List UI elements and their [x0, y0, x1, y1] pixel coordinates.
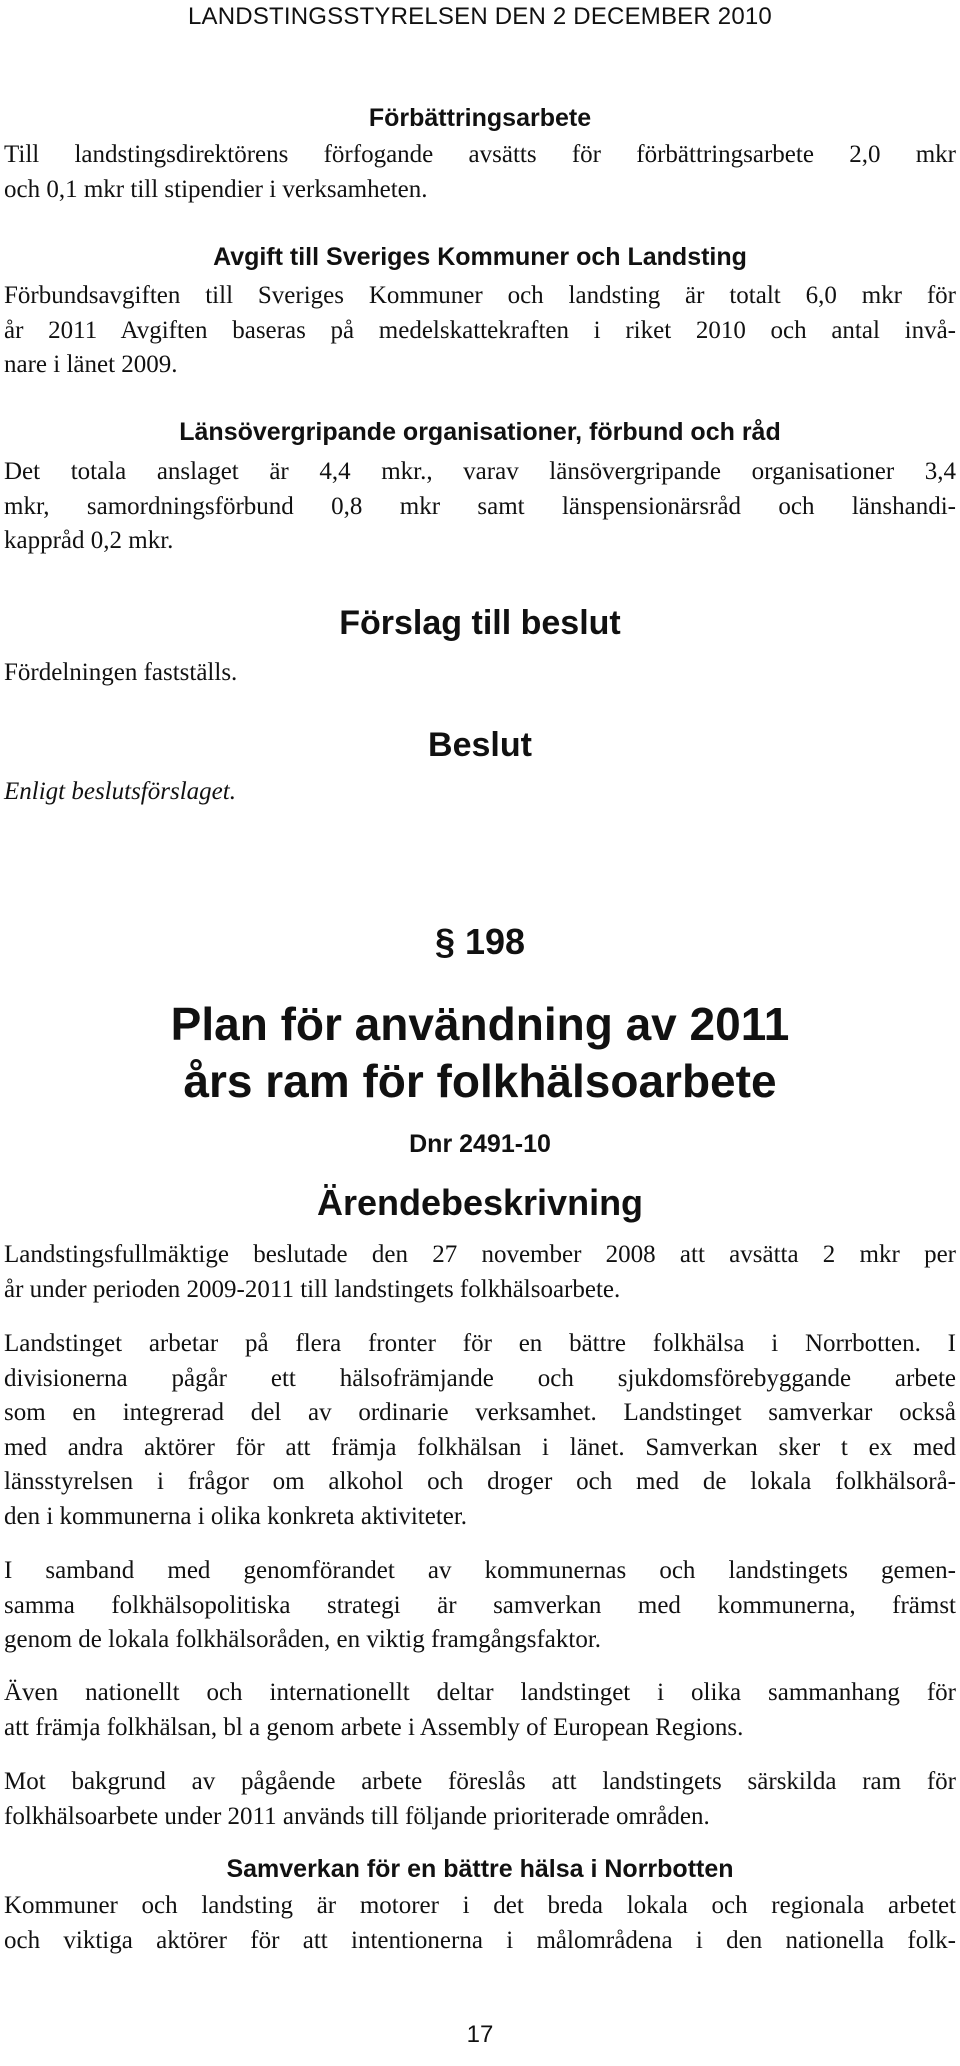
- paragraph-internationellt: [4, 1676, 956, 1745]
- text-line: Kommuner och landsting är motorer i det breda lokala och regionala arbetet: [4, 1892, 956, 1919]
- text-line: år 2011 Avgiften baseras på medelskattekraften i riket 2010 och antal invå-: [4, 316, 956, 344]
- paragraph-bakgrund: [4, 1765, 956, 1834]
- heading-forslag-till-beslut: Förslag till beslut: [339, 604, 621, 642]
- paragraph-forbattringsarbete: [4, 138, 956, 207]
- section-title-line-1: Plan för användning av 2011: [170, 998, 790, 1050]
- section-title-line-2: års ram för folkhälsoarbete: [183, 1055, 777, 1107]
- text-line: Landstingsfullmäktige beslutade den 27 november 2008 att avsätta 2 mkr per: [4, 1241, 956, 1268]
- text-fordelningen: Fördelningen fastställs.: [4, 659, 238, 686]
- text-line: Förbundsavgiften till Sveriges Kommuner och landsting är totalt 6,0 mkr för: [4, 282, 956, 309]
- text-line: mkr, samordningsförbund 0,8 mkr samt länspensionärsråd och länshandi-: [4, 492, 956, 520]
- section-number: § 198: [434, 921, 526, 962]
- text-line: länsstyrelsen i frågor om alkohol och droger och med de lokala folkhälsorå-: [4, 1468, 956, 1495]
- text-line: och 0,1 mkr till stipendier i verksamheten.: [4, 175, 428, 203]
- text-line: med andra aktörer för att främja folkhälsan i länet. Samverkan sker t ex med: [4, 1433, 956, 1461]
- heading-arendebeskrivning: Ärendebeskrivning: [316, 1182, 644, 1223]
- heading-beslut: Beslut: [428, 726, 532, 764]
- heading-samverkan: Samverkan för en bättre hälsa i Norrbotten: [226, 1855, 734, 1883]
- text-line: kappråd 0,2 mkr.: [4, 527, 174, 554]
- text-line: Mot bakgrund av pågående arbete föreslås att landstingets särskilda ram för: [4, 1768, 956, 1795]
- document-header: LANDSTINGSSTYRELSEN DEN 2 DECEMBER 2010: [188, 3, 772, 30]
- diarienummer: Dnr 2491-10: [409, 1130, 551, 1158]
- text-line: Till landstingsdirektörens förfogande avsätts för förbättringsarbete 2,0 mkr: [4, 141, 956, 168]
- paragraph-fronter: [4, 1327, 956, 1534]
- text-line: Även nationellt och internationellt deltar landstinget i olika sammanhang för: [4, 1679, 956, 1706]
- text-line: divisionerna pågår ett hälsofrämjande och sjukdomsförebyggande arbete: [4, 1364, 956, 1392]
- text-line: den i kommunerna i olika konkreta aktiviteter.: [4, 1502, 468, 1530]
- text-line: som en integrerad del av ordinarie verksamhet. Landstinget samverkar också: [4, 1399, 956, 1426]
- text-line: nare i länet 2009.: [4, 351, 178, 378]
- paragraph-samverkan: [4, 1889, 956, 1958]
- text-line: I samband med genomförandet av kommunernas och landstingets gemen-: [4, 1557, 956, 1584]
- page-number: 17: [466, 2021, 494, 2048]
- heading-avgift-skl: Avgift till Sveriges Kommuner och Landsting: [213, 243, 747, 271]
- text-line: Landstinget arbetar på flera fronter för en bättre folkhälsa i Norrbotten. I: [4, 1330, 956, 1357]
- text-line: Det totala anslaget är 4,4 mkr., varav länsövergripande organisationer 3,4: [4, 458, 956, 485]
- heading-forbattringsarbete: Förbättringsarbete: [368, 104, 592, 132]
- text-line: att främja folkhälsan, bl a genom arbete i Assembly of European Regions.: [4, 1713, 744, 1741]
- text-line: år under perioden 2009-2011 till landstingets folkhälsoarbete.: [4, 1275, 621, 1303]
- text-line: folkhälsoarbete under 2011 används till följande prioriterade områden.: [4, 1802, 710, 1830]
- text-line: samma folkhälsopolitiska strategi är samverkan med kommunerna, främst: [4, 1591, 956, 1619]
- paragraph-lansovergripande: [4, 455, 956, 559]
- text-enligt-beslutsforslaget: Enligt beslutsförslaget.: [4, 778, 236, 805]
- text-line: och viktiga aktörer för att intentionerna i målområdena i den nationella folk-: [4, 1926, 956, 1954]
- paragraph-beslutade: [4, 1238, 956, 1307]
- paragraph-avgift-skl: [4, 279, 956, 383]
- text-line: genom de lokala folkhälsoråden, en viktig framgångsfaktor.: [4, 1626, 602, 1653]
- heading-lansovergripande: Länsövergripande organisationer, förbund och råd: [179, 418, 781, 446]
- paragraph-samband: [4, 1554, 956, 1658]
